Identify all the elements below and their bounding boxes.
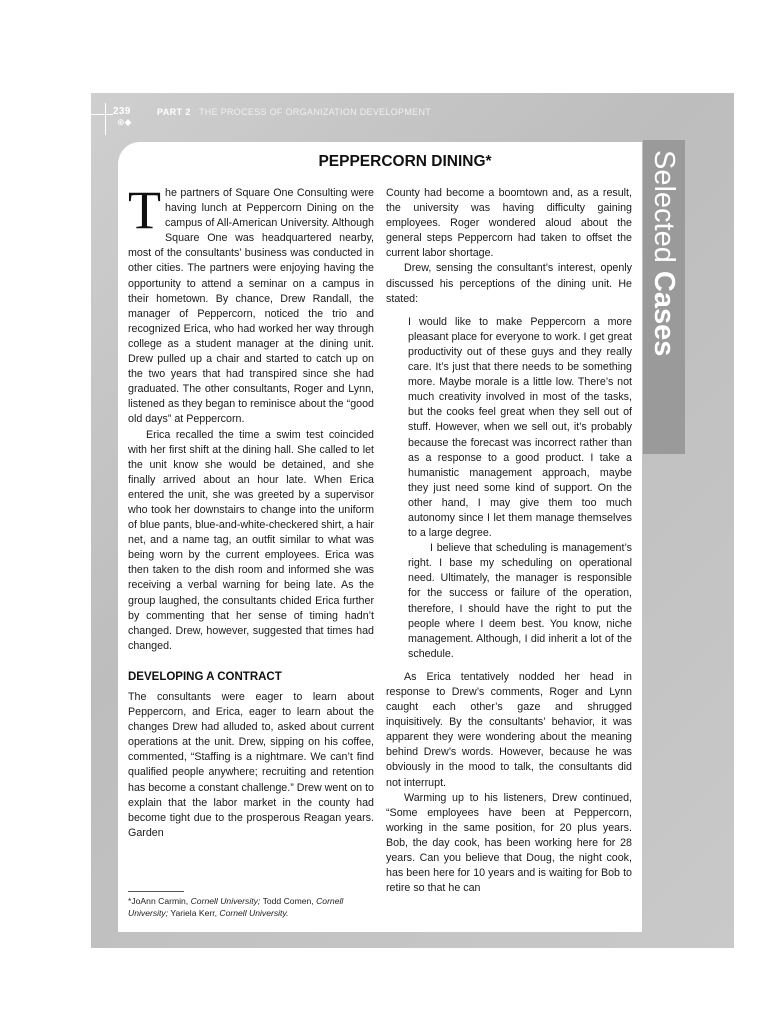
footnote-author-2: Todd Comen, bbox=[262, 896, 314, 906]
footnote-marker: * bbox=[128, 896, 132, 906]
side-tab-label bbox=[643, 140, 685, 454]
running-head bbox=[91, 93, 734, 131]
drop-cap: T bbox=[128, 180, 161, 240]
footnote-affiliation-1: Cornell University; bbox=[190, 896, 261, 906]
footnote-rule bbox=[128, 891, 184, 892]
footnote bbox=[128, 895, 376, 919]
side-tab-word-cases: Cases bbox=[648, 270, 680, 357]
quote-paragraph-peppercorn: I would like to make Peppercorn a more pleasant place for everyone to work. I get great productivity out of these guys and they really care. It’s just that there needs to be something more. Maybe morale is a little low. There’s not much creativity involved in most of the tasks, but the cooks feel great when they sell out of stuff. However, when we sell out, it’s probably because the forecast was incorrect rather than as a response to a good product. I take a humanistic management approach, maybe they just need some kind of support. On the other hand, I may give them too much autonomy since I let them manage themselves to a large degree. bbox=[408, 315, 632, 540]
registration-mark-icon: ⊕◆ bbox=[117, 118, 132, 128]
crop-mark-horizontal bbox=[91, 114, 113, 115]
footnote-author-3: Yariela Kerr, bbox=[170, 908, 218, 918]
paragraph-county: County had become a boomtown and, as a result, the university was having difficulty gaining employees. Roger wondered aloud about the general steps Peppercorn had taken to offset the current labor shortage. bbox=[386, 187, 632, 260]
page-number: 239 bbox=[113, 106, 131, 117]
paragraph-drew-sensing: Drew, sensing the consultant’s interest, openly discussed his perceptions of the dining unit. He stated: bbox=[386, 262, 632, 305]
paragraph-contract: The consultants were eager to learn about Peppercorn, and Erica, eager to learn about the changes Drew had alluded to, asked about current operations at the unit. Drew, sipping on his coffee, commented, “Staffing is a nightmare. We can’t find qualified people anywhere; recruiting and retention has become a constant challenge.” Drew went on to explain that the labor market in the county had become tight due to the prosperous Reagan years. Garden bbox=[128, 691, 374, 839]
paragraph-erica-recalled: Erica recalled the time a swim test coincided with her first shift at the dining hall. She called to let the unit know she would be detained, and she finally arrived about an hour late. When Erica entered the unit, she was greeted by a supervisor who took her downstairs to change into the uniform of blue pants, blue-and-white-checkered shirt, a hair net, and a name tag, an outfit similar to what was being worn by the current employees. Erica was then taken to the dish room and informed she was receiving a verbal warning for being late. As the group laughed, the consultants chided Erica further by commenting that her sense of timing hadn’t changed. Drew, however, suggested that times had changed. bbox=[128, 428, 374, 652]
quote-paragraph-scheduling: I believe that scheduling is management’s right. I base my scheduling on operational need. Ultimately, the manager is responsible for the success or failure of the operation, therefore, I should have the right to put the people where I deem best. You know, niche management. Although, I did inherit a lot of the schedule. bbox=[408, 542, 632, 660]
crop-mark-vertical bbox=[105, 103, 106, 135]
case-title: PEPPERCORN DINING* bbox=[318, 153, 492, 170]
opening-paragraph bbox=[128, 180, 374, 428]
footnote-affiliation-3: Cornell University. bbox=[219, 908, 289, 918]
left-column bbox=[128, 180, 374, 841]
footnote-author-1: JoAnn Carmin, bbox=[131, 896, 189, 906]
section-heading: DEVELOPING A CONTRACT bbox=[128, 670, 282, 683]
footnote-affiliation-2: Cornell University; bbox=[128, 896, 344, 918]
side-tab-word-selected: Selected bbox=[648, 150, 680, 263]
paragraph-intro: he partners of Square One Consulting were having lunch at Peppercorn Dining on the campus of All-American University. Although Square One was headquartered nearby, most of the consultants’ business was conducted in other cities. The partners were enjoying having the opportunity to attend a seminar on a campus in their hometown. By chance, Drew Randall, the manager of Peppercorn, noticed the trio and recognized Erica, who had worked her way through college as a student manager at the dining unit. Drew pulled up a chair and started to catch up on the two years that had transpired since she had graduated. The other consultants, Roger and Lynn, listened as they began to reminisce about the “good old days” at Peppercorn. bbox=[128, 187, 374, 426]
part-title: THE PROCESS OF ORGANIZATION DEVELOPMENT bbox=[199, 107, 432, 117]
block-quote bbox=[408, 315, 632, 662]
paragraph-warming-up: Warming up to his listeners, Drew continued, “Some employees have been at Peppercorn, working in the same position, for 20 plus years. Bob, the day cook, has been working here for 28 years. Can you believe that Doug, the night cook, has been here for 10 years and is waiting for Bob to retire so that he can bbox=[386, 791, 632, 895]
part-label: PART 2 bbox=[157, 107, 191, 117]
right-column bbox=[386, 186, 632, 896]
section-side-tab bbox=[643, 140, 685, 454]
paragraph-erica-nodded: As Erica tentatively nodded her head in response to Drew’s comments, Roger and Lynn caught each other’s gaze and shrugged inquisitively. By the consultants’ behavior, it was apparent they were wondering about the meaning behind Drew’s words. However, because he was obviously in the mood to talk, the consultants did not interrupt. bbox=[386, 670, 632, 789]
